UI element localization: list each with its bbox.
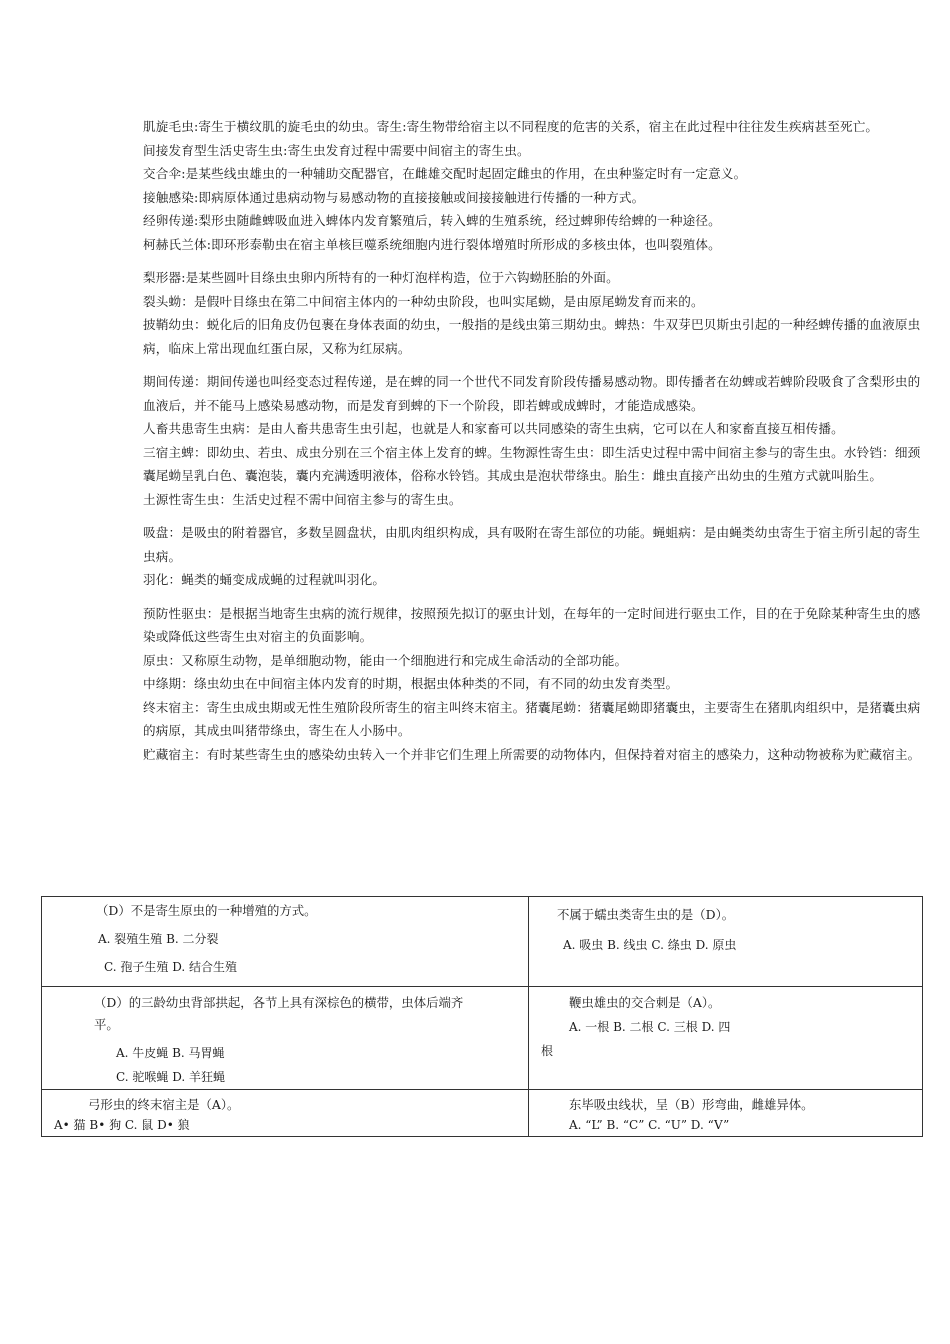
question-options: C. 孢子生殖 D. 结合生殖 bbox=[104, 960, 238, 974]
quiz-cell bbox=[42, 1090, 529, 1137]
definition-paragraph: 经卵传递:梨形虫随雌蜱吸血进入蜱体内发育繁殖后，转入蜱的生殖系统，经过蜱卵传给蜱的一种途径。 bbox=[143, 213, 721, 228]
quiz-cell bbox=[529, 897, 923, 987]
quiz-cell bbox=[42, 987, 529, 1090]
question-text-continued: 平。 bbox=[94, 1017, 119, 1032]
definition-paragraph: 土源性寄生虫：生活史过程不需中间宿主参与的寄生虫。 bbox=[143, 491, 462, 507]
definition-paragraph: 三宿主蜱：即幼虫、若虫、成虫分别在三个宿主体上发育的蜱。生物源性寄生虫：即生活史过程中需中间宿主参与的寄生虫。水铃铛：细颈囊尾蚴呈乳白色、囊泡装，囊内充满透明液体，俗称水铃铛。其成虫是泡状带绦虫。胎生：雌虫直接产出幼虫的生殖方式就叫胎生。 bbox=[143, 444, 921, 483]
quiz-cell bbox=[529, 987, 923, 1090]
glossary-section bbox=[143, 115, 921, 766]
definition-paragraph: 终末宿主：寄生虫成虫期或无性生殖阶段所寄生的宿主叫终末宿主。猪囊尾蚴：猪囊尾蚴即猪囊虫，主要寄生在猪肌肉组织中，是猪囊虫病的病原，其成虫叫猪带绦虫，寄生在人小肠中。 bbox=[143, 699, 921, 738]
question-text: （D）的三龄幼虫背部拱起，各节上具有深棕色的横带，虫体后端齐 bbox=[94, 995, 464, 1010]
question-text: 不属于蠕虫类寄生虫的是（D）。 bbox=[557, 907, 735, 922]
question-text: （D）不是寄生原虫的一种增殖的方式。 bbox=[96, 903, 317, 918]
quiz-table bbox=[41, 896, 923, 1137]
question-options: A. “L” B. “C” C. “U” D. “V” bbox=[569, 1118, 730, 1132]
definition-paragraph: 披鞘幼虫：蜕化后的旧角皮仍包裹在身体表面的幼虫，一般指的是线虫第三期幼虫。蜱热：牛双芽巴贝斯虫引起的一种经蜱传播的血液原虫病，临床上常出现血红蛋白尿，又称为红尿病。 bbox=[143, 317, 921, 356]
quiz-row bbox=[42, 987, 923, 1090]
definition-paragraph: 交合伞:是某些线虫雄虫的一种辅助交配器官，在雌雄交配时起固定雌虫的作用，在虫种鉴定时有一定意义。 bbox=[143, 166, 747, 181]
quiz-cell bbox=[529, 1090, 923, 1137]
quiz-row bbox=[42, 1090, 923, 1137]
question-options: A. 吸虫 B. 线虫 C. 绦虫 D. 原虫 bbox=[563, 938, 737, 952]
definition-paragraph: 肌旋毛虫:寄生于横纹肌的旋毛虫的幼虫。寄生:寄生物带给宿主以不同程度的危害的关系，宿主在此过程中往往发生疾病甚至死亡。 bbox=[143, 119, 879, 134]
definition-paragraph: 期间传递：期间传递也叫经变态过程传递，是在蜱的同一个世代不同发育阶段传播易感动物。即传播者在幼蜱或若蜱阶段吸食了含梨形虫的血液后，并不能马上感染易感动物，而是发育到蜱的下一个阶段，即若蜱或成蜱时，才能造成感染。 bbox=[143, 374, 921, 413]
definition-paragraph: 原虫：又称原生动物，是单细胞动物，能由一个细胞进行和完成生命活动的全部功能。 bbox=[143, 652, 628, 668]
definition-paragraph: 人畜共患寄生虫病：是由人畜共患寄生虫引起，也就是人和家畜可以共同感染的寄生虫病，它可以在人和家畜直接互相传播。 bbox=[143, 421, 844, 436]
question-options: A. 一根 B. 二根 C. 三根 D. 四 bbox=[569, 1020, 731, 1034]
paragraph-gap bbox=[143, 256, 921, 266]
definition-paragraph: 吸盘：是吸虫的附着器官，多数呈圆盘状，由肌肉组织构成，具有吸附在寄生部位的功能。蝇蛆病：是由蝇类幼虫寄生于宿主所引起的寄生虫病。 bbox=[143, 525, 921, 564]
question-options: A• 猫 B• 狗 C. 鼠 D• 狼 bbox=[54, 1118, 190, 1132]
question-text: 鞭虫雄虫的交合刺是（A）。 bbox=[569, 995, 721, 1010]
quiz-row bbox=[42, 897, 923, 987]
definition-paragraph: 裂头蚴：是假叶目绦虫在第二中间宿主体内的一种幼虫阶段，也叫实尾蚴，是由原尾蚴发育而来的。 bbox=[143, 293, 704, 309]
question-options: A. 裂殖生殖 B. 二分裂 bbox=[98, 932, 219, 946]
paragraph-gap bbox=[143, 360, 921, 370]
definition-paragraph: 间接发育型生活史寄生虫:寄生虫发育过程中需要中间宿主的寄生虫。 bbox=[143, 142, 530, 158]
definition-paragraph: 预防性驱虫：是根据当地寄生虫病的流行规律，按照预先拟订的驱虫计划，在每年的一定时间进行驱虫工作，目的在于免除某种寄生虫的感染或降低这些寄生虫对宿主的负面影响。 bbox=[143, 605, 921, 644]
quiz-cell bbox=[42, 897, 529, 987]
definition-paragraph: 柯赫氏兰体:即环形泰勒虫在宿主单核巨噬系统细胞内进行裂体增殖时所形成的多核虫体，也叫裂殖体。 bbox=[143, 236, 721, 252]
question-options-continued: 根 bbox=[541, 1044, 554, 1058]
question-options: C. 驼喉蝇 D. 羊狂蝇 bbox=[116, 1070, 226, 1084]
question-text: 弓形虫的终末宿主是（A）。 bbox=[88, 1097, 240, 1112]
question-text: 东毕吸虫线状，呈（B）形弯曲，雌雄异体。 bbox=[569, 1097, 814, 1112]
definition-paragraph: 贮藏宿主：有时某些寄生虫的感染幼虫转入一个并非它们生理上所需要的动物体内，但保持着对宿主的感染力，这种动物被称为贮藏宿主。 bbox=[143, 746, 921, 762]
definition-paragraph: 羽化：蝇类的蛹变成成蝇的过程就叫羽化。 bbox=[143, 572, 386, 587]
paragraph-gap bbox=[143, 511, 921, 521]
definition-paragraph: 接触感染:即病原体通过患病动物与易感动物的直接接触或间接接触进行传播的一种方式。 bbox=[143, 189, 645, 205]
definition-paragraph: 中绦期：绦虫幼虫在中间宿主体内发育的时期，根据虫体种类的不同，有不同的幼虫发育类型。 bbox=[143, 676, 679, 691]
definition-paragraph: 梨形器:是某些圆叶目绦虫虫卵内所特有的一种灯泡样构造，位于六钩蚴胚胎的外面。 bbox=[143, 270, 619, 285]
question-options: A. 牛皮蝇 B. 马胃蝇 bbox=[116, 1046, 225, 1060]
paragraph-gap bbox=[143, 592, 921, 602]
